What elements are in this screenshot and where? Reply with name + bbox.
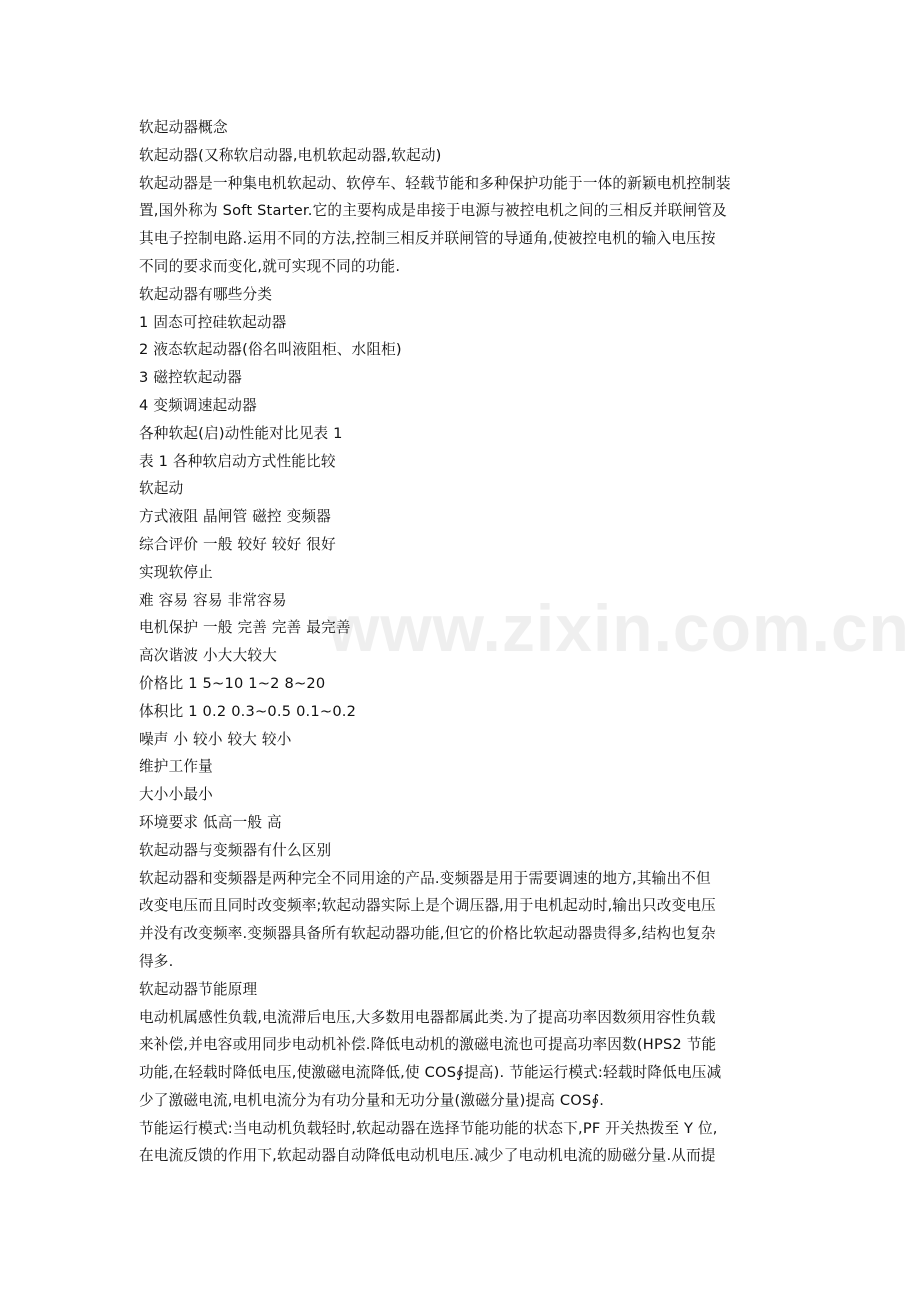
- text-line: 节能运行模式:当电动机负载轻时,软起动器在选择节能功能的状态下,PF 开关热拨至 Y 位,: [139, 1119, 718, 1137]
- text-line: 不同的要求而变化,就可实现不同的功能.: [139, 257, 401, 275]
- text-line: 置,国外称为 Soft Starter.它的主要构成是串接于电源与被控电机之间的三相反并联闸管及: [139, 202, 727, 220]
- text-line: 少了激磁电流,电机电流分为有功分量和无功分量(激磁分量)提高 COS∮.: [139, 1091, 605, 1109]
- text-line: 软起动器(又称软启动器,电机软起动器,软起动): [139, 146, 442, 164]
- watermark: www.zixin.com.cn: [328, 591, 910, 665]
- text-line: 改变电压而且同时改变频率;软起动器实际上是个调压器,用于电机起动时,输出只改变电压: [139, 897, 716, 915]
- table-row: 电机保护 一般 完善 完善 最完善: [139, 619, 351, 637]
- table-row: 大小小最小: [139, 786, 213, 804]
- text-line: 在电流反馈的作用下,软起动器自动降低电动机电压.减少了电动机电流的励磁分量.从而提: [139, 1147, 716, 1165]
- table-row: 软起动: [139, 480, 184, 498]
- list-item: 1 固态可控硅软起动器: [139, 313, 287, 331]
- document-body: [139, 114, 779, 1170]
- table-row: 价格比 1 5~10 1~2 8~20: [139, 674, 326, 692]
- list-item: 3 磁控软起动器: [139, 369, 243, 387]
- text-line: 功能,在轻载时降低电压,使激磁电流降低,使 COS∮提高). 节能运行模式:轻载时降低电压减: [139, 1064, 722, 1082]
- table-row: 体积比 1 0.2 0.3~0.5 0.1~0.2: [139, 702, 357, 720]
- list-item: 4 变频调速起动器: [139, 396, 257, 414]
- text-line: 得多.: [139, 952, 174, 970]
- text-line: 软起动器是一种集电机软起动、软停车、轻载节能和多种保护功能于一体的新颖电机控制装: [139, 174, 731, 192]
- heading-energy-saving: 软起动器节能原理: [139, 980, 258, 998]
- text-line: 其电子控制电路.运用不同的方法,控制三相反并联闸管的导通角,使被控电机的输入电压按: [139, 230, 716, 248]
- text-line: 并没有改变频率.变频器具备所有软起动器功能,但它的价格比软起动器贵得多,结构也复杂: [139, 925, 716, 943]
- heading-classification: 软起动器有哪些分类: [139, 285, 273, 303]
- heading-difference: 软起动器与变频器有什么区别: [139, 841, 332, 859]
- text-line: 软起动器和变频器是两种完全不同用途的产品.变频器是用于需要调速的地方,其输出不但: [139, 869, 711, 887]
- table-caption: 表 1 各种软启动方式性能比较: [139, 452, 336, 470]
- table-row: 综合评价 一般 较好 较好 很好: [139, 535, 336, 553]
- table-row: 高次谐波 小大大较大: [139, 647, 277, 665]
- table-row: 方式液阻 晶闸管 磁控 变频器: [139, 508, 332, 526]
- list-item: 2 液态软起动器(俗名叫液阻柜、水阻柜): [139, 341, 402, 359]
- text-line: 各种软起(启)动性能对比见表 1: [139, 424, 343, 442]
- text-line: 来补偿,并电容或用同步电动机补偿.降低电动机的激磁电流也可提高功率因数(HPS2 节能: [139, 1036, 717, 1054]
- table-row: 环境要求 低高一般 高: [139, 813, 282, 831]
- table-row: 噪声 小 较小 较大 较小: [139, 730, 292, 748]
- table-row: 难 容易 容易 非常容易: [139, 591, 287, 609]
- table-row: 实现软停止: [139, 563, 213, 581]
- table-row: 维护工作量: [139, 758, 213, 776]
- text-line: 电动机属感性负载,电流滞后电压,大多数用电器都属此类.为了提高功率因数须用容性负载: [139, 1008, 716, 1026]
- heading-soft-starter-concept: 软起动器概念: [139, 119, 228, 136]
